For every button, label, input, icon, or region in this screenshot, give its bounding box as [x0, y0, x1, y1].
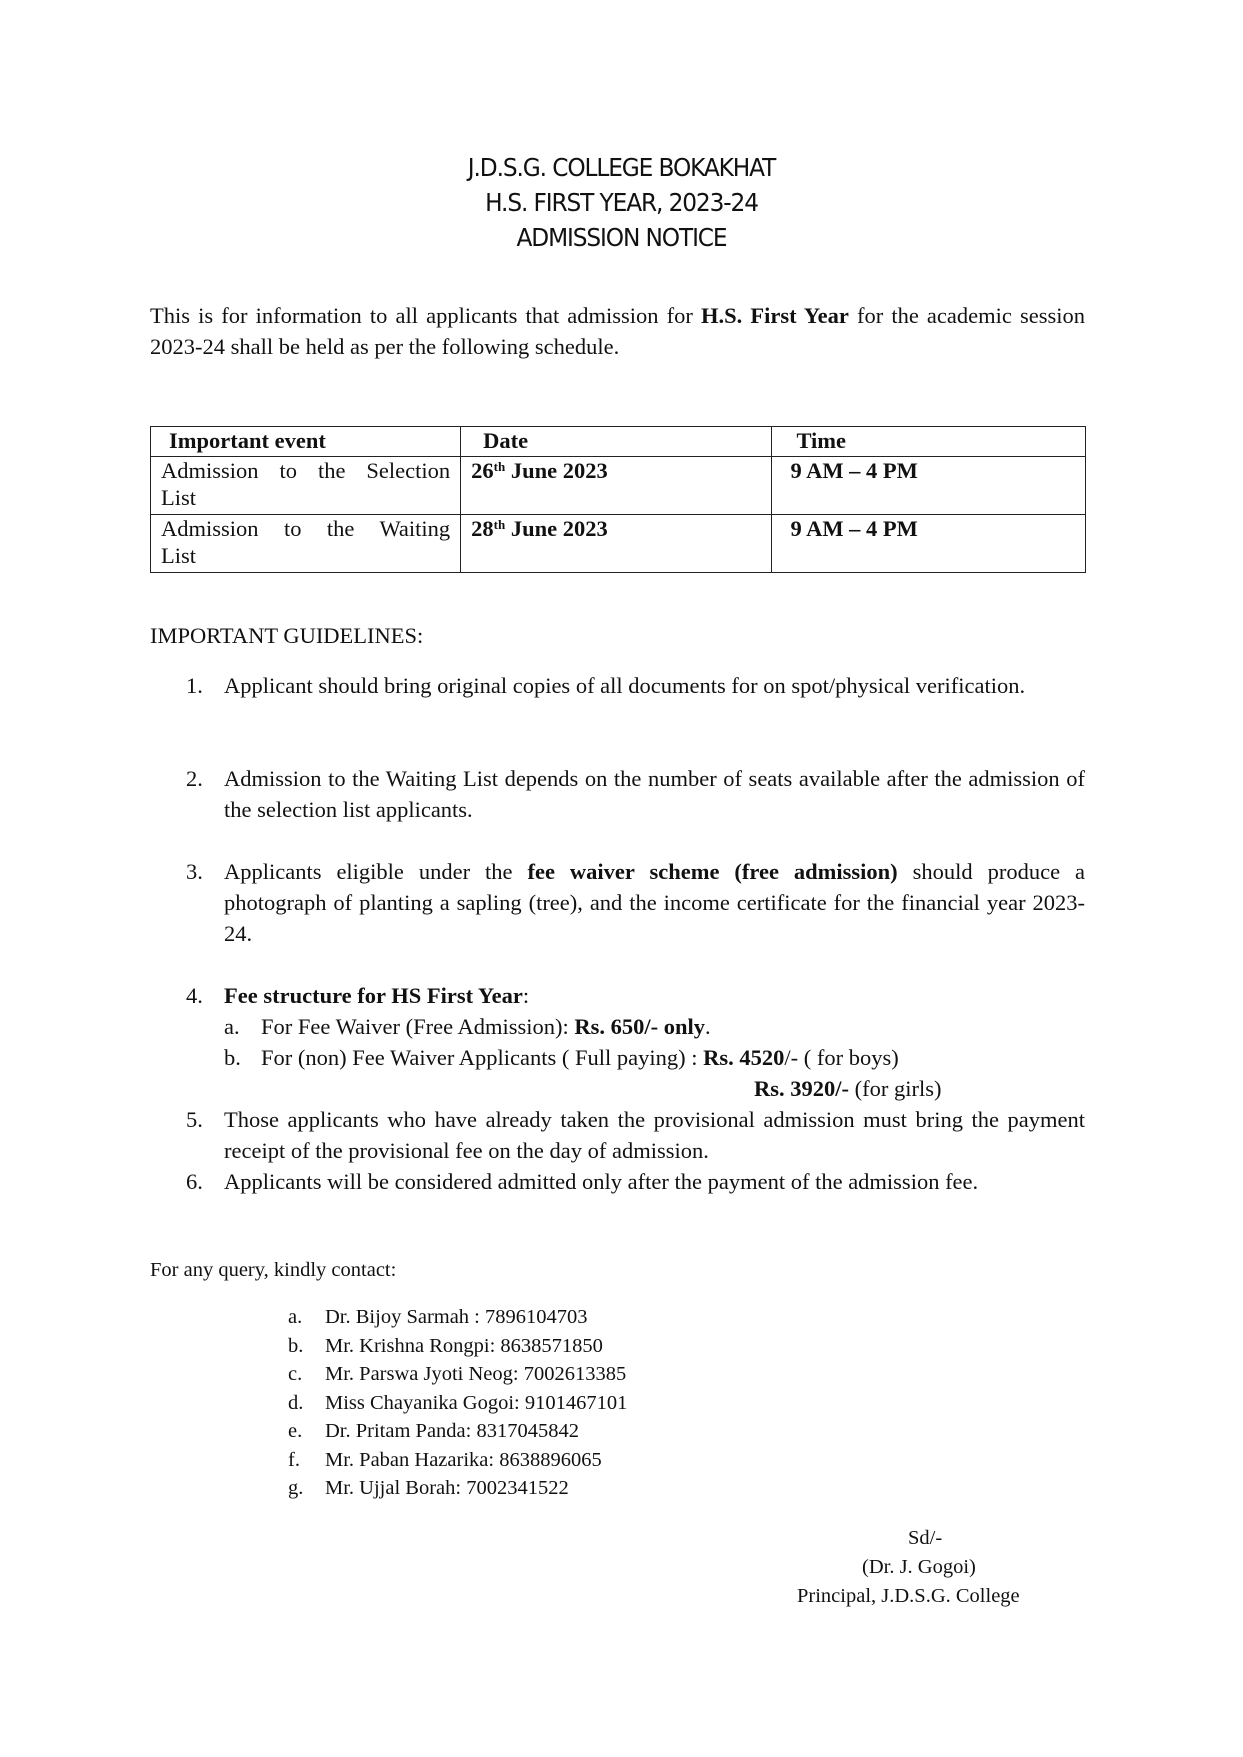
- boys-fee-label: /- ( for boys): [784, 1045, 899, 1070]
- header-event: Important event: [151, 427, 461, 457]
- contact-letter: c.: [288, 1363, 303, 1385]
- event-cell: [151, 457, 461, 515]
- item-text-pre: Applicants eligible under the: [224, 859, 528, 884]
- contact-text: Mr. Ujjal Borah: 7002341522: [325, 1477, 569, 1499]
- signatory-title: Principal, J.D.S.G. College: [797, 1585, 1020, 1607]
- item-text: Admission to the Waiting List depends on the number of seats available after the admission of the selection list applicants.: [224, 766, 1085, 822]
- item-number: 5.: [186, 1107, 203, 1132]
- date-day: 26: [471, 458, 494, 483]
- item-number: 2.: [186, 766, 203, 791]
- contact-text: Mr. Parswa Jyoti Neog: 7002613385: [325, 1363, 627, 1385]
- item-text-bold: fee waiver scheme (free admission): [527, 859, 898, 884]
- date-month-year: June 2023: [505, 458, 608, 483]
- header-date: Date: [461, 427, 772, 457]
- table-row: [151, 457, 1086, 515]
- date-suffix: th: [493, 459, 506, 474]
- full-paying-line: [261, 1042, 899, 1073]
- class-year: H.S. FIRST YEAR, 2023-24: [485, 188, 758, 217]
- contact-text: Mr. Paban Hazarika: 8638896065: [325, 1448, 602, 1471]
- item-text: Applicant should bring original copies of all documents for on spot/physical verification.: [224, 673, 1026, 698]
- girls-fee-amount: Rs. 3920/-: [754, 1076, 849, 1101]
- fee-waiver-amount: Rs. 650/- only: [574, 1014, 705, 1039]
- contact-text: Miss Chayanika Gogoi: 9101467101: [325, 1391, 628, 1414]
- event-cell: [151, 515, 461, 573]
- date-cell: [461, 457, 772, 515]
- time-cell: 9 AM – 4 PM: [772, 515, 1086, 573]
- contact-letter: d.: [288, 1391, 304, 1414]
- intro-text-2: for the academic session 2023-24 shall be held as per the following schedule.: [150, 303, 1085, 359]
- notice-title: ADMISSION NOTICE: [516, 223, 727, 252]
- signatory-name: (Dr. J. Gogoi): [862, 1556, 976, 1578]
- item-text: [224, 856, 1085, 949]
- item-text-post: should produce a photograph of planting a sapling (tree), and the income certificate for the financial year 2023-24.: [224, 859, 1085, 946]
- contact-letter: b.: [288, 1334, 304, 1357]
- item-text-post: :: [522, 983, 530, 1008]
- fee-structure-heading: Fee structure for HS First Year: [224, 983, 523, 1008]
- event-line: Admission to the Selection: [161, 458, 451, 483]
- header-time: Time: [772, 427, 1086, 457]
- table-header-row: [151, 427, 1086, 457]
- schedule-table: [150, 426, 1086, 573]
- signature-sd: Sd/-: [908, 1527, 943, 1549]
- fee-letter: a.: [224, 1014, 240, 1039]
- intro-paragraph: [150, 300, 1085, 362]
- item-number: 6.: [186, 1169, 203, 1194]
- fee-letter: b.: [224, 1045, 241, 1070]
- fee-waiver-end: .: [705, 1014, 711, 1039]
- fee-waiver-line: [261, 1011, 711, 1042]
- full-paying-text: For (non) Fee Waiver Applicants ( Full paying) :: [261, 1045, 704, 1070]
- contact-text: Dr. Pritam Panda: 8317045842: [325, 1420, 579, 1442]
- time-cell: 9 AM – 4 PM: [772, 457, 1086, 515]
- contact-letter: a.: [288, 1306, 303, 1328]
- event-line: List: [161, 485, 197, 510]
- contact-letter: g.: [288, 1477, 304, 1499]
- contact-letter: e.: [288, 1420, 303, 1442]
- fee-waiver-text: For Fee Waiver (Free Admission):: [261, 1014, 575, 1039]
- date-suffix: th: [493, 517, 506, 532]
- item-number: 4.: [186, 983, 203, 1008]
- contact-text: Dr. Bijoy Sarmah : 7896104703: [325, 1306, 588, 1328]
- guidelines-heading: IMPORTANT GUIDELINES:: [150, 623, 424, 648]
- item-number: 3.: [186, 859, 203, 884]
- event-line: Admission to the Waiting: [161, 516, 451, 541]
- item-number: 1.: [186, 673, 203, 698]
- item-text: Those applicants who have already taken the provisional admission must bring the payment receipt of the provisional fee on the day of admission.: [224, 1107, 1085, 1163]
- contact-heading: For any query, kindly contact:: [150, 1259, 397, 1281]
- date-day: 28: [471, 516, 494, 541]
- date-month-year: June 2023: [505, 516, 608, 541]
- item-text: [224, 980, 1085, 1011]
- girls-fee-line: [754, 1073, 941, 1104]
- intro-text-1: This is for information to all applicants that admission for: [150, 303, 702, 328]
- contact-text: Mr. Krishna Rongpi: 8638571850: [325, 1334, 603, 1357]
- boys-fee-amount: Rs. 4520: [703, 1045, 785, 1070]
- intro-bold: H.S. First Year: [701, 303, 849, 328]
- date-cell: [461, 515, 772, 573]
- event-line: List: [161, 543, 197, 568]
- contact-letter: f.: [288, 1448, 300, 1471]
- table-row: [151, 515, 1086, 573]
- girls-fee-label: (for girls): [849, 1076, 942, 1101]
- college-name: J.D.S.G. COLLEGE BOKAKHAT: [467, 153, 776, 182]
- item-text: Applicants will be considered admitted only after the payment of the admission fee.: [224, 1169, 979, 1194]
